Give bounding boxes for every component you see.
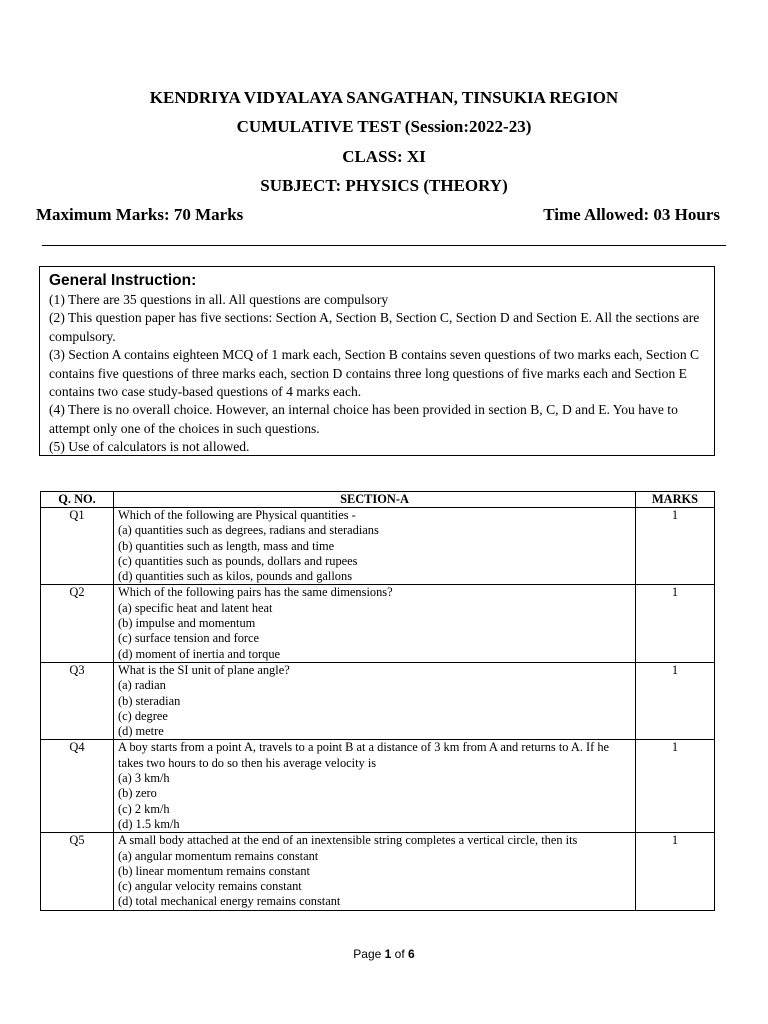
general-instructions-box [39,266,715,456]
instructions-heading: General Instruction: [49,272,197,289]
table-header-row [41,492,715,508]
total-pages-number: 6 [408,947,415,961]
option-d: (d) moment of inertia and torque [118,646,281,661]
question-marks: 1 [636,662,715,739]
marks-header: MARKS [636,492,715,508]
instruction-item: (3) Section A contains eighteen MCQ of 1 mark each, Section B contains seven questions of two marks each, Section C contains five questions of three marks each, section D contains three long questions of five marks each and Section E contains two case study-based questions of 4 marks each. [49,347,700,400]
question-text: Which of the following pairs has the same dimensions? [118,585,393,600]
instruction-item: (5) Use of calculators is not allowed. [49,439,250,455]
option-b: (b) linear momentum remains constant [118,863,311,878]
option-d: (d) metre [118,724,164,739]
question-number: Q4 [41,740,114,833]
section-header: SECTION-A [114,492,636,508]
table-row [41,833,715,910]
question-text: Which of the following are Physical quantities - [118,508,356,522]
instruction-item: (1) There are 35 questions in all. All questions are compulsory [49,292,389,307]
option-a: (a) 3 km/h [118,771,170,786]
question-marks: 1 [636,833,715,910]
class-title: CLASS: XI [342,147,426,166]
question-cell [114,585,636,662]
option-b: (b) quantities such as length, mass and time [118,538,335,553]
question-cell [114,662,636,739]
question-text: A boy starts from a point A, travels to a point B at a distance of 3 km from A and returns to A. If he takes two hours to do so then his average velocity is [118,740,610,770]
questions-table [40,491,715,911]
page-footer [0,947,768,961]
question-cell [114,833,636,910]
question-marks: 1 [636,740,715,833]
question-number: Q2 [41,585,114,662]
question-text: What is the SI unit of plane angle? [118,662,290,677]
option-b: (b) steradian [118,693,181,708]
table-row [41,740,715,833]
option-c: (c) degree [118,708,168,723]
question-number-header: Q. NO. [41,492,114,508]
current-page-number: 1 [384,947,392,961]
question-cell [114,508,636,585]
test-title: CUMULATIVE TEST (Session:2022-23) [236,117,532,136]
instruction-item: (4) There is no overall choice. However, an internal choice has been provided in section B, C, D and E. You have to attempt only one of the choices in such questions. [49,402,678,436]
question-number: Q3 [41,662,114,739]
option-c: (c) 2 km/h [118,801,170,816]
question-marks: 1 [636,508,715,585]
instruction-item: (2) This question paper has five sections: Section A, Section B, Section C, Section D and Section E. All the sections are compulsory. [49,310,700,344]
table-row [41,585,715,662]
option-d: (d) quantities such as kilos, pounds and gallons [118,569,353,584]
option-a: (a) angular momentum remains constant [118,848,319,863]
option-d: (d) total mechanical energy remains constant [118,894,341,909]
question-cell [114,740,636,833]
time-allowed: Time Allowed: 03 Hours [543,205,720,224]
table-row [41,508,715,585]
question-text: A small body attached at the end of an inextensible string completes a vertical circle, then its [118,833,578,848]
question-marks: 1 [636,585,715,662]
option-a: (a) specific heat and latent heat [118,600,273,615]
option-d: (d) 1.5 km/h [118,816,180,831]
question-number: Q5 [41,833,114,910]
option-b: (b) impulse and momentum [118,616,256,631]
maximum-marks: Maximum Marks: 70 Marks [36,205,244,224]
option-a: (a) radian [118,678,166,693]
subject-title: SUBJECT: PHYSICS (THEORY) [260,176,508,195]
option-b: (b) zero [118,786,157,801]
option-c: (c) surface tension and force [118,631,260,646]
school-region-title: KENDRIYA VIDYALAYA SANGATHAN, TINSUKIA REGION [149,88,619,107]
question-number: Q1 [41,508,114,585]
page-separator: of [394,947,405,961]
option-a: (a) quantities such as degrees, radians and steradians [118,523,379,538]
header-divider [42,245,726,246]
page-label: Page [353,947,382,961]
option-c: (c) angular velocity remains constant [118,879,302,894]
option-c: (c) quantities such as pounds, dollars and rupees [118,553,358,568]
table-row [41,662,715,739]
